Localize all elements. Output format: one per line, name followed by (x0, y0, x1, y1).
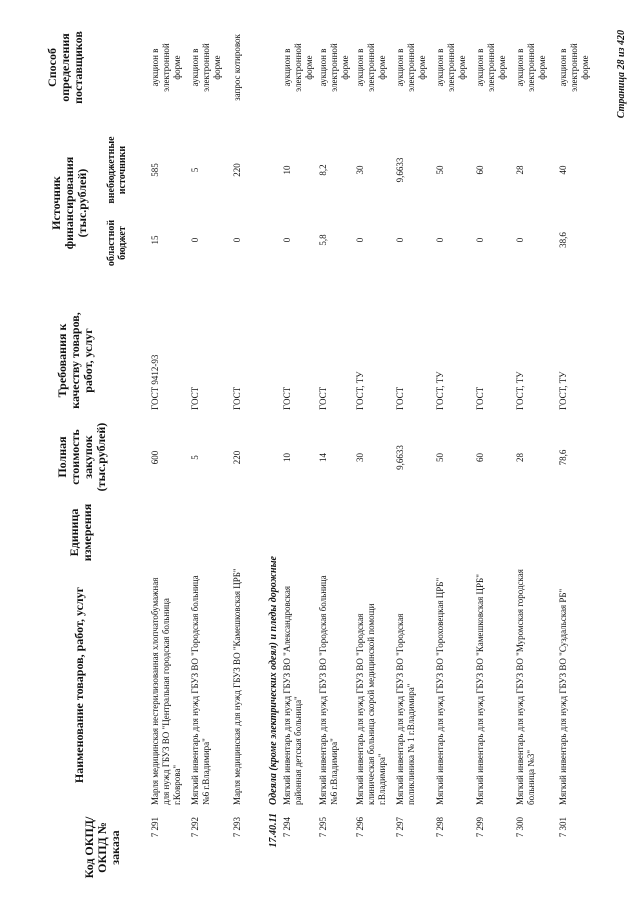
row-requirements: ГОСТ, ТУ (355, 371, 365, 410)
row-name: Мягкий инвентарь для нужд ГБУЗ ВО "Городская больница №6 г.Владимира" (190, 575, 211, 805)
row-method: аукцион в электронной форме (190, 43, 222, 92)
row-method: аукцион в электронной форме (318, 43, 350, 92)
row-requirements: ГОСТ, ТУ (435, 371, 445, 410)
row-method: аукцион в электронной форме (435, 43, 467, 92)
row-funding-external: 28 (515, 165, 525, 175)
table-header (28, 0, 158, 905)
page-number: Страница 28 из 420 (616, 30, 627, 119)
header-name: Наименование товаров, работ, услуг (72, 586, 86, 784)
row-cost: 78,6 (558, 449, 568, 466)
row-funding-regional: 0 (355, 237, 365, 243)
row-name: Мягкий инвентарь для нужд ГБУЗ ВО "Городская клиническая больница скорой медицинской помощи г.Владимира" (355, 603, 387, 805)
row-name: Марля медицинская нестерилизованная хлопчатобумажная для нужд ГБУЗ ВО "Центральная городская больница г.Коврова" (150, 577, 182, 805)
row-requirements: ГОСТ, ТУ (558, 371, 568, 410)
row-name: Мягкий инвентарь для нужд ГБУЗ ВО "Камешковская ЦРБ" (475, 574, 485, 805)
row-cost: 5 (190, 455, 200, 460)
row-requirements: ГОСТ (282, 386, 292, 410)
row-funding-regional: 0 (282, 237, 292, 243)
row-method: аукцион в электронной форме (515, 43, 547, 92)
row-name: Мягкий инвентарь для нужд ГБУЗ ВО "Муромская городская больница №3" (515, 569, 536, 805)
row-name: Мягкий инвентарь для нужд ГБУЗ ВО "Суздальская РБ" (558, 588, 568, 805)
row-funding-regional: 0 (515, 237, 525, 243)
row-cost: 60 (475, 453, 485, 462)
row-cost: 9,6633 (395, 445, 405, 470)
row-requirements: ГОСТ (318, 386, 328, 410)
row-funding-external: 40 (558, 165, 568, 175)
row-cost: 220 (232, 450, 242, 465)
header-requirements: Требования к качеству товаров, работ, услуг (55, 312, 95, 409)
row-code: 7 294 (282, 817, 292, 838)
row-funding-regional: 0 (232, 237, 242, 243)
row-funding-regional: 15 (150, 235, 160, 245)
row-code: 7 299 (475, 817, 485, 838)
row-funding-regional: 0 (435, 237, 445, 243)
row-name: Мягкий инвентарь для нужд ГБУЗ ВО "Гороховецкая ЦРБ" (435, 577, 445, 805)
row-code: 7 292 (190, 817, 200, 838)
row-requirements: ГОСТ (395, 386, 405, 410)
row-requirements: ГОСТ (190, 386, 200, 410)
header-code: Код ОКПД/ ОКПД № заказа (82, 816, 122, 879)
row-funding-external: 9,6633 (395, 157, 405, 183)
row-requirements: ГОСТ (232, 386, 242, 410)
row-funding-external: 220 (232, 163, 242, 177)
row-cost: 600 (150, 450, 160, 465)
row-requirements: ГОСТ 9412-93 (150, 354, 160, 410)
header-unit: Единица измерения (67, 503, 94, 562)
row-funding-regional: 0 (190, 237, 200, 243)
row-requirements: ГОСТ (475, 386, 485, 410)
row-code: 7 300 (515, 817, 525, 838)
row-funding-external: 60 (475, 165, 485, 175)
row-method: аукцион в электронной форме (475, 43, 507, 92)
row-funding-external: 5 (190, 167, 200, 173)
row-method: запрос котировок (232, 34, 242, 101)
group-title: Одеяла (кроме электрических одеял) и пледы дорожные (268, 556, 279, 805)
row-code: 7 293 (232, 817, 242, 838)
row-code: 7 297 (395, 817, 405, 838)
row-code: 7 291 (150, 817, 160, 838)
row-name: Мягкий инвентарь для нужд ГБУЗ ВО "Александровская районная детская больница" (282, 585, 303, 805)
row-method: аукцион в электронной форме (150, 43, 182, 92)
header-funding: Источник финансирования (тыс.рублей) (49, 156, 89, 250)
row-funding-external: 585 (150, 163, 160, 177)
row-funding-external: 10 (282, 165, 292, 175)
row-method: аукцион в электронной форме (355, 43, 387, 92)
row-cost: 30 (355, 453, 365, 462)
row-funding-regional: 0 (395, 237, 405, 243)
row-name: Мягкий инвентарь для нужд ГБУЗ ВО "Городская больница №6 г.Владимира" (318, 575, 339, 805)
row-code: 7 296 (355, 817, 365, 838)
row-funding-external: 50 (435, 165, 445, 175)
group-heading (268, 293, 280, 893)
row-code: 7 295 (318, 817, 328, 838)
row-funding-external: 30 (355, 165, 365, 175)
row-cost: 28 (515, 453, 525, 462)
row-requirements: ГОСТ, ТУ (515, 371, 525, 410)
row-funding-external: 8,2 (318, 164, 328, 176)
row-funding-regional: 5,8 (318, 234, 328, 246)
row-cost: 50 (435, 453, 445, 462)
header-cost: Полная стоимость закупок (тыс.рублей) (55, 422, 108, 492)
row-code: 7 301 (558, 817, 568, 838)
row-cost: 14 (318, 453, 328, 462)
header-method: Способ определения поставщиков (45, 31, 85, 104)
header-funding-external: внебюджетные источники (106, 136, 128, 204)
header-funding-regional: областной бюджет (106, 219, 128, 267)
row-name: Мягкий инвентарь для нужд ГБУЗ ВО "Городская поликлиника № 1 г.Владимира" (395, 613, 416, 805)
row-code: 7 298 (435, 817, 445, 838)
row-funding-regional: 38,6 (558, 232, 568, 248)
row-name: Марля медицинская для нужд ГБУЗ ВО "Камешковская ЦРБ" (232, 568, 242, 805)
row-cost: 10 (282, 453, 292, 462)
row-method: аукцион в электронной форме (395, 43, 427, 92)
row-method: аукцион в электронной форме (282, 43, 314, 92)
row-funding-regional: 0 (475, 237, 485, 243)
row-method: аукцион в электронной форме (558, 43, 590, 92)
group-code: 17.40.11 (268, 813, 279, 848)
